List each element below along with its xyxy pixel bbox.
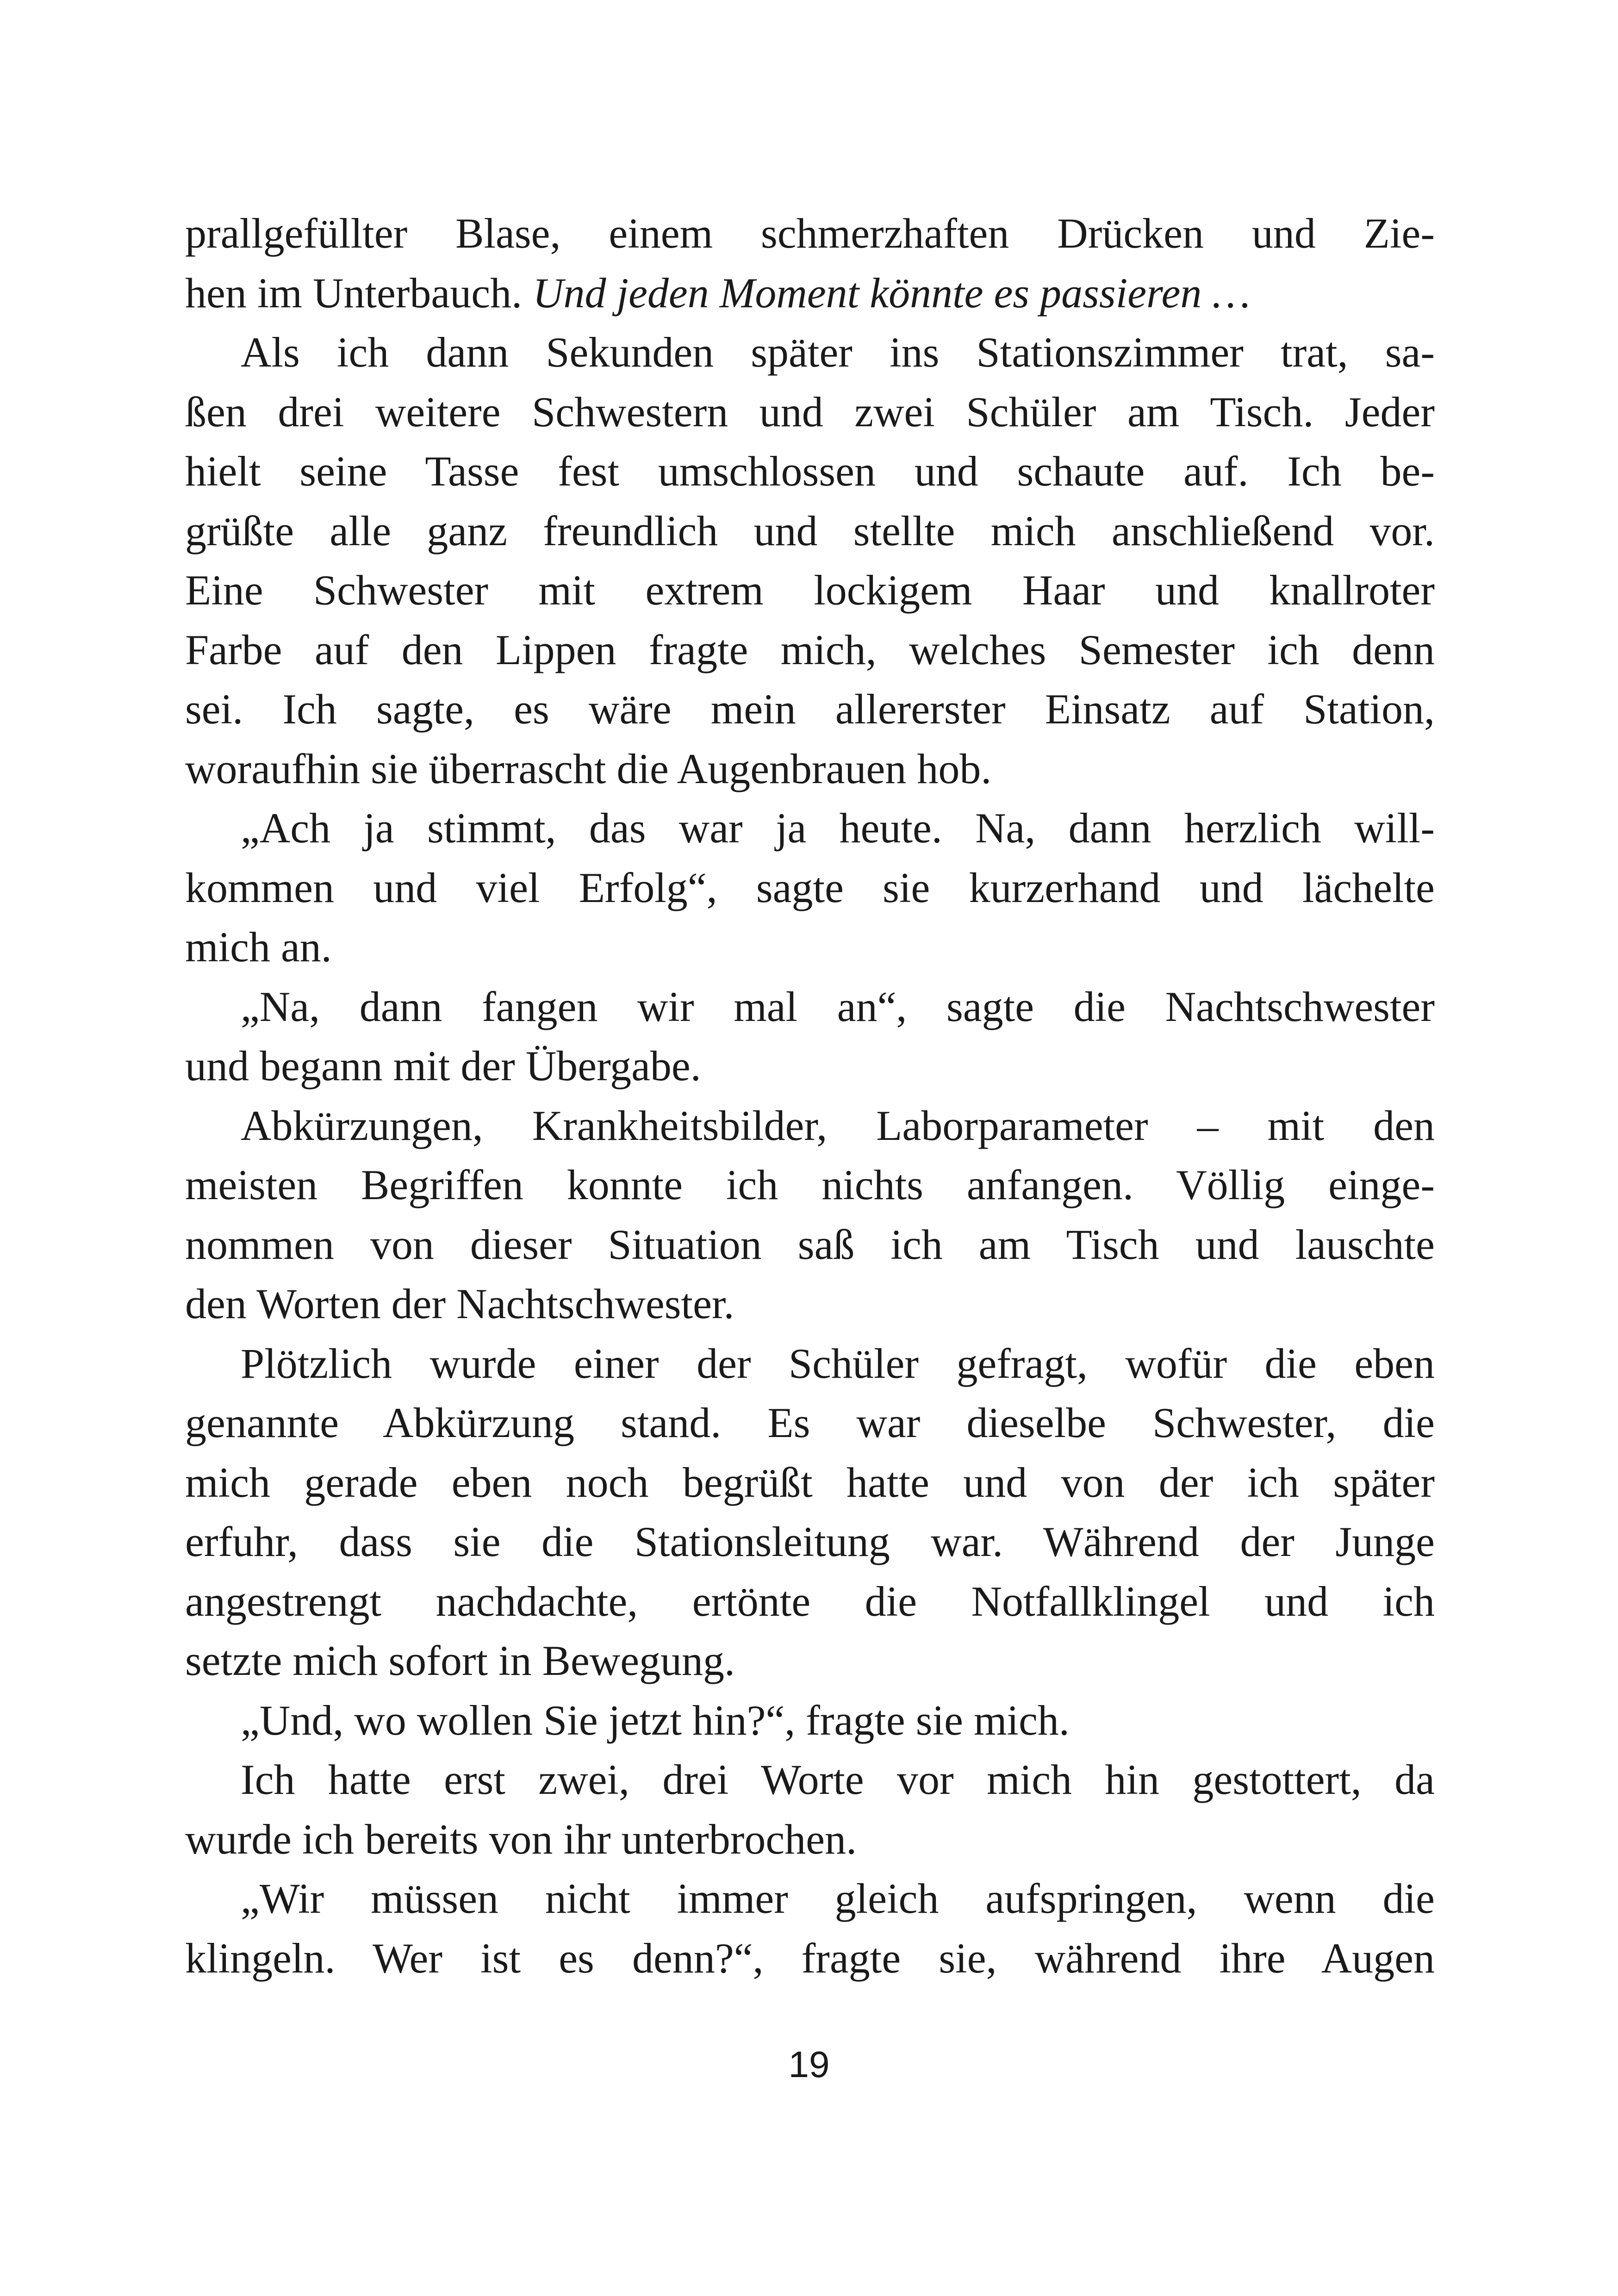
- text-line-content: prallgefüllter Blase, einem schmerzhaften Drücken und Zie-: [185, 210, 1435, 257]
- text-line-content: Als ich dann Sekunden später ins Stationszimmer trat, sa-: [241, 329, 1435, 376]
- text-line: [185, 1869, 1435, 1929]
- text-line: [185, 323, 1435, 382]
- text-line-content: kommen und viel Erfolg“, sagte sie kurzerhand und lächelte: [185, 864, 1435, 911]
- text-line-content: meisten Begriffen konnte ich nichts anfangen. Völlig einge-: [185, 1161, 1435, 1208]
- text-line: [185, 1036, 1435, 1096]
- text-line-content: genannte Abkürzung stand. Es war dieselbe Schwester, die: [185, 1399, 1435, 1446]
- text-line: [185, 739, 1435, 799]
- text-line-content: Farbe auf den Lippen fragte mich, welches Semester ich denn: [185, 626, 1435, 673]
- text-line-content: grüßte alle ganz freundlich und stellte mich anschließend vor.: [185, 507, 1435, 554]
- text-line-content: Abkürzungen, Krankheitsbilder, Laborparameter – mit den: [241, 1101, 1435, 1149]
- text-line: [185, 1274, 1435, 1334]
- italic-text: Und jeden Moment könnte es passieren …: [533, 269, 1251, 317]
- text-line: [185, 263, 1435, 323]
- text-line: [185, 858, 1435, 918]
- text-line-content: „Na, dann fangen wir mal an“, sagte die Nachtschwester: [241, 983, 1435, 1030]
- text-line-content: den Worten der Nachtschwester.: [185, 1280, 734, 1327]
- text-line-content: ßen drei weitere Schwestern und zwei Schüler am Tisch. Jeder: [185, 388, 1435, 436]
- text-line: [185, 1096, 1435, 1156]
- text-line-content: angestrengt nachdachte, ertönte die Notfallklingel und ich: [185, 1577, 1435, 1625]
- text-line-content: mich gerade eben noch begrüßt hatte und von der ich später: [185, 1458, 1435, 1506]
- text-line: [185, 798, 1435, 858]
- text-line: [185, 1393, 1435, 1453]
- text-line-content: „Ach ja stimmt, das war ja heute. Na, dann herzlich will-: [241, 804, 1435, 852]
- text-line: [185, 442, 1435, 501]
- text-line-content: wurde ich bereits von ihr unterbrochen.: [185, 1815, 857, 1863]
- text-line-content: klingeln. Wer ist es denn?“, fragte sie, während ihre Augen: [185, 1934, 1435, 1982]
- text-line-content: sei. Ich sagte, es wäre mein allererster Einsatz auf Station,: [185, 685, 1435, 733]
- text-line-content: hielt seine Tasse fest umschlossen und schaute auf. Ich be-: [185, 448, 1435, 495]
- text-line: [185, 1750, 1435, 1810]
- text-line: [185, 560, 1435, 620]
- text-line-content: woraufhin sie überrascht die Augenbrauen hob.: [185, 745, 992, 792]
- text-line: [185, 620, 1435, 680]
- text-line: [185, 1512, 1435, 1572]
- text-line: [185, 1631, 1435, 1691]
- text-line-content: „Wir müssen nicht immer gleich aufspringen, wenn die: [241, 1875, 1435, 1922]
- text-line-content: mich an.: [185, 923, 332, 971]
- text-line-content: Ich hatte erst zwei, drei Worte vor mich hin gestottert, da: [241, 1756, 1435, 1803]
- text-line: [185, 1691, 1435, 1750]
- text-line: [185, 204, 1435, 263]
- page-number: 19: [788, 2044, 830, 2085]
- text-line-content: „Und, wo wollen Sie jetzt hin?“, fragte sie mich.: [241, 1696, 1070, 1744]
- text-line: [185, 679, 1435, 739]
- text-line-content: nommen von dieser Situation saß ich am Tisch und lauschte: [185, 1220, 1435, 1268]
- text-line: [185, 501, 1435, 561]
- text-line-content: Eine Schwester mit extrem lockigem Haar und knallroter: [185, 566, 1435, 614]
- text-line: [185, 382, 1435, 442]
- text-line-content: hen im Unterbauch.: [185, 269, 533, 317]
- text-line-content: und begann mit der Übergabe.: [185, 1042, 701, 1089]
- text-line: [185, 917, 1435, 977]
- text-line: [185, 1810, 1435, 1869]
- text-line: [185, 1155, 1435, 1215]
- text-line: [185, 1334, 1435, 1394]
- text-line: [185, 1215, 1435, 1275]
- body-text: [185, 204, 1435, 1988]
- text-line: [185, 977, 1435, 1037]
- text-line-content: Plötzlich wurde einer der Schüler gefragt, wofür die eben: [241, 1339, 1435, 1387]
- text-line: [185, 1929, 1435, 1988]
- text-line-content: setzte mich sofort in Bewegung.: [185, 1637, 735, 1684]
- text-line: [185, 1453, 1435, 1512]
- text-line: [185, 1572, 1435, 1631]
- text-line-content: erfuhr, dass sie die Stationsleitung war. Während der Junge: [185, 1518, 1435, 1565]
